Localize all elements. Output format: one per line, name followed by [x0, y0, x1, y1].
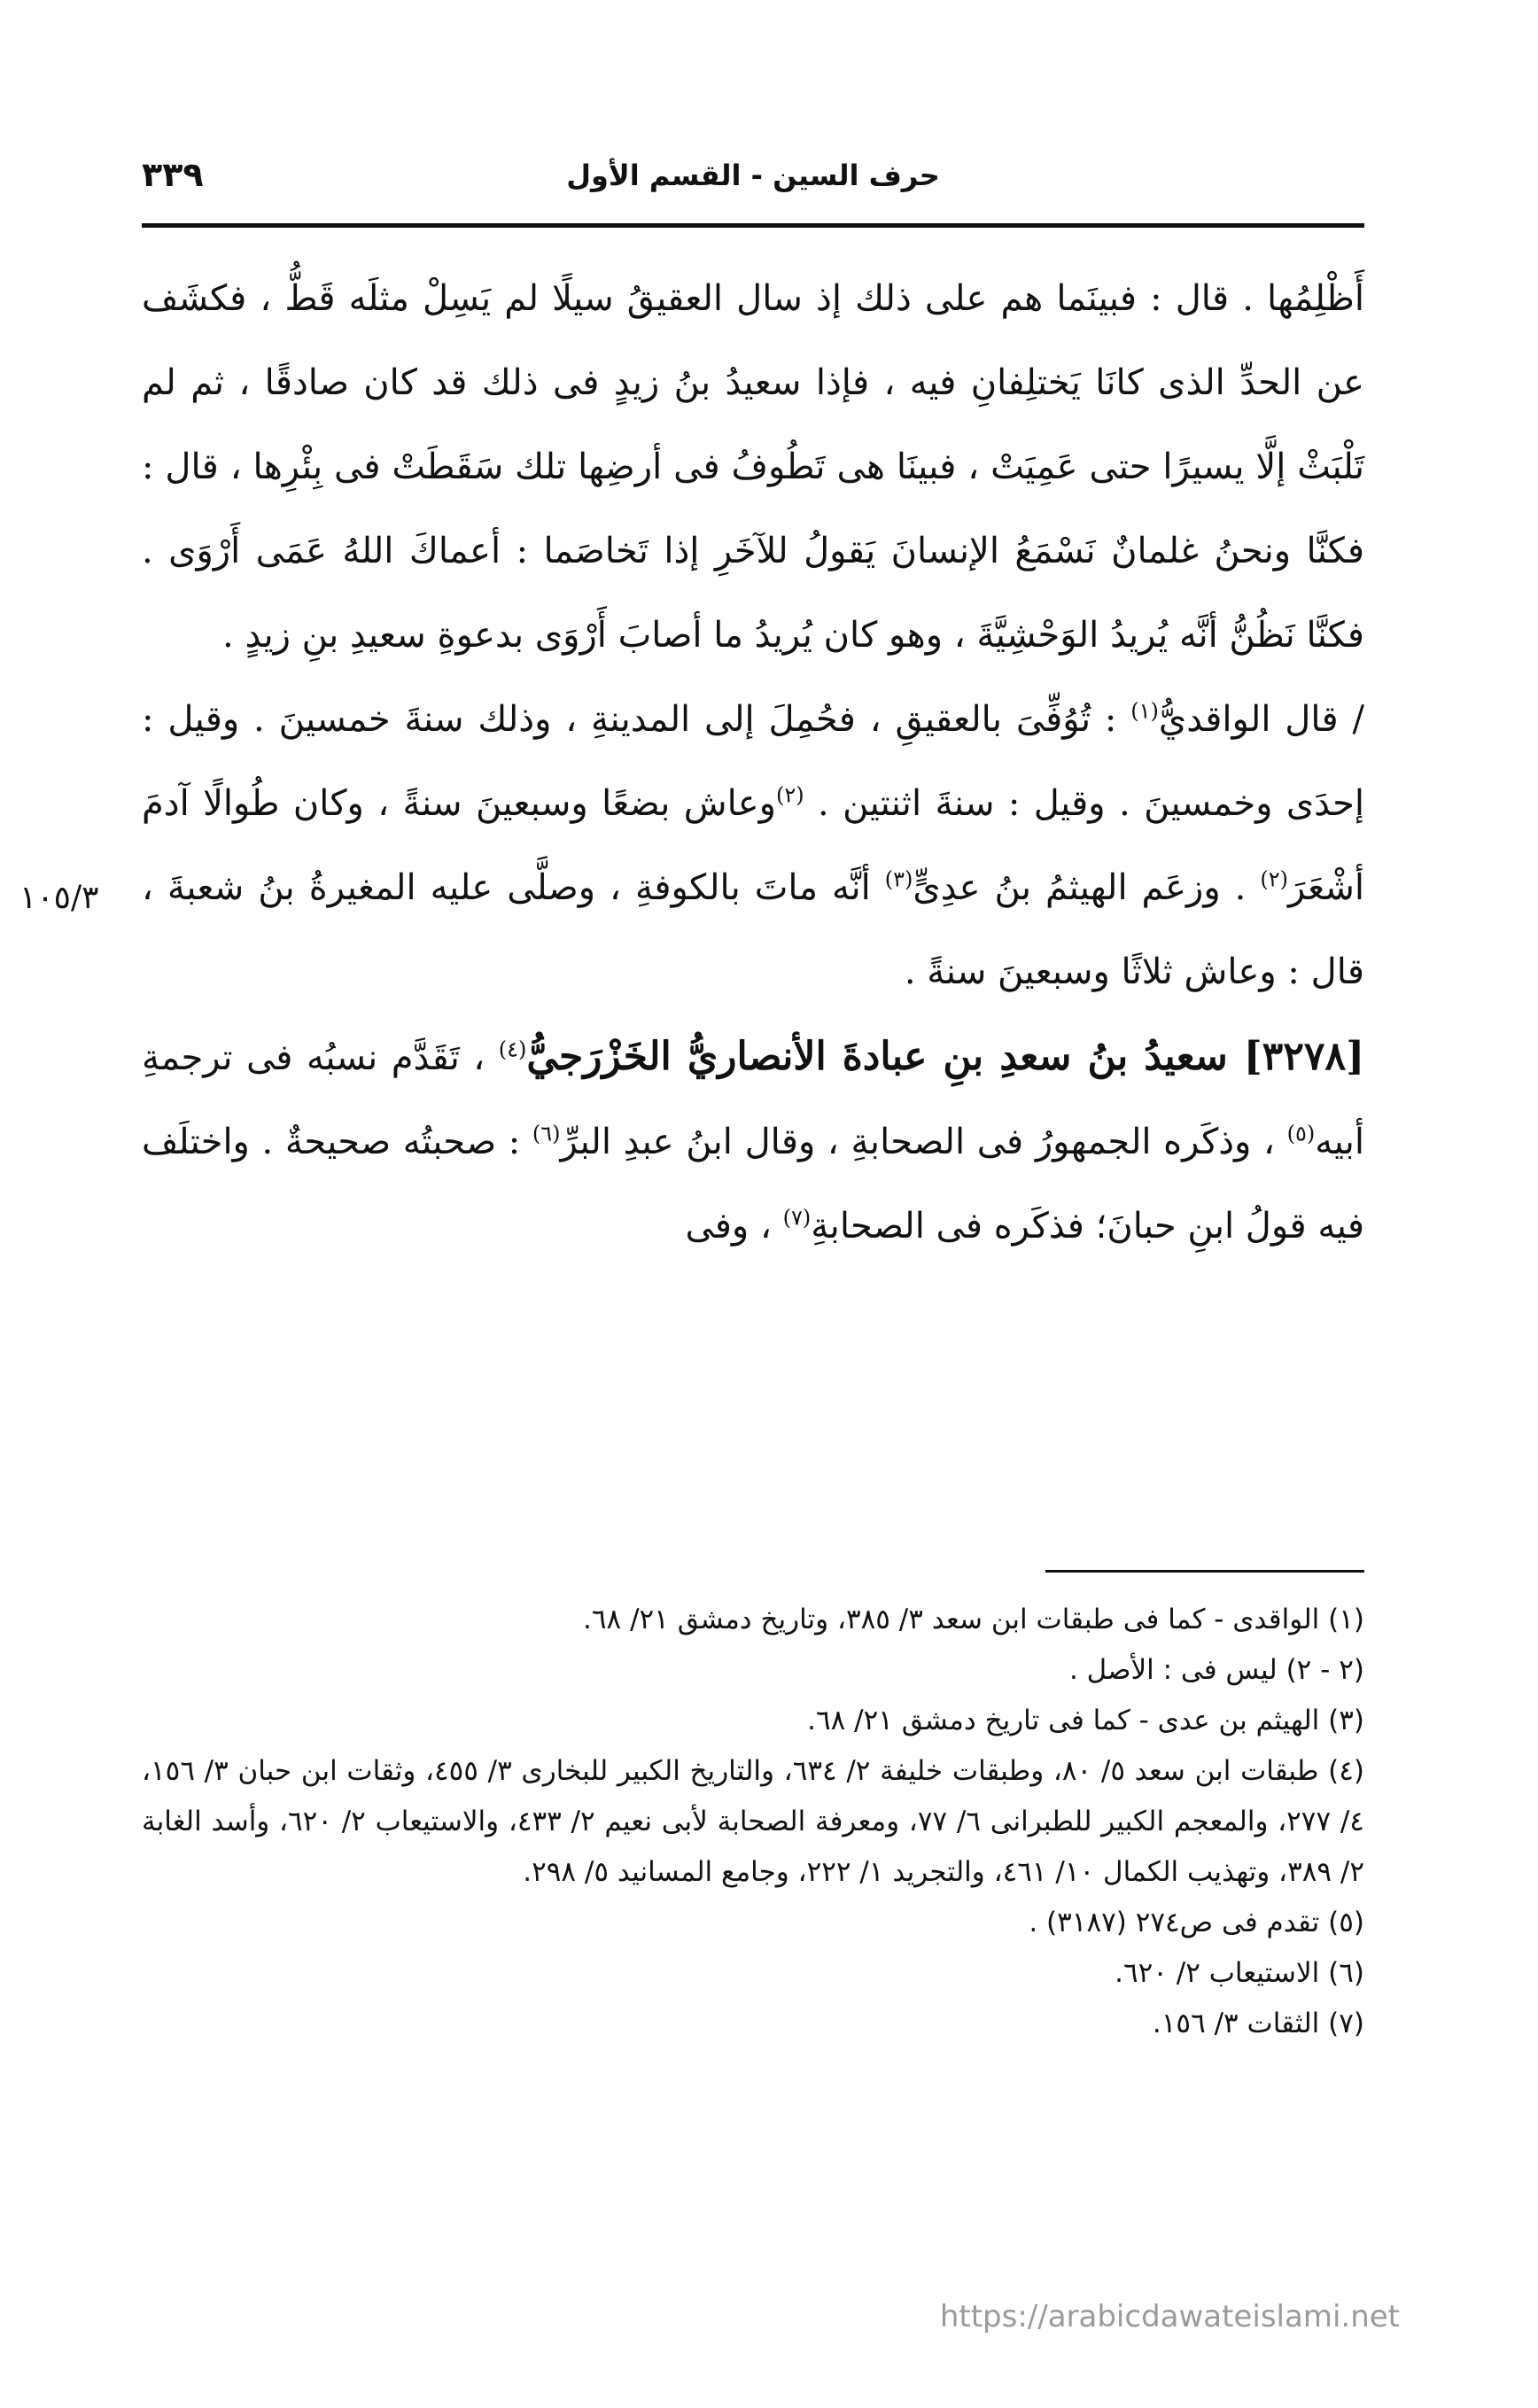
page-number: ٣٣٩ — [142, 155, 204, 194]
text-run: ، وذكَره الجمهورُ فى الصحابةِ ، وقال ابنُ عبدِ البرِّ — [560, 1122, 1287, 1162]
footnote-ref: (١) — [1130, 698, 1159, 724]
footnote-1: (١) الواقدى - كما فى طبقات ابن سعد ٣/ ٣٨٥، وتاريخ دمشق ٢١/ ٦٨. — [583, 1604, 1364, 1635]
source-watermark: https://arabicdawateislami.net — [939, 2299, 1400, 2334]
footnote-rule — [1045, 1570, 1364, 1573]
text-run: / قال الواقديُّ — [1158, 699, 1364, 740]
paragraph-1: أَظْلِمُها . قال : فبينَما هم على ذلك إذ سال العقيقُ سيلًا لم يَسِلْ مثلَه قَطُّ ، فكشَف عن الحدِّ الذى كانَا يَختلِفانِ فيه ، فإذا سعيدُ بنُ زيدٍ فى ذلك قد كان صادقًا ، ثم لم تَلْبَثْ إلَّا يسيرًا حتى عَمِيَتْ ، فبينَا هى تَطُوفُ فى أرضِها تلك سَقَطَتْ فى بِئْرِها ، قال : فكنَّا ونحنُ غلمانٌ نَسْمَعُ الإنسانَ يَقولُ للآخَرِ إذا تَخاصَما : أعماكَ اللهُ عَمَى أَرْوَى . فكنَّا نَظُنُّ أنَّه يُريدُ الوَحْشِيَّةَ ، وهو كان يُريدُ ما أصابَ أَرْوَى بدعوةِ سعيدِ بنِ زيدٍ . — [142, 278, 1364, 656]
header-rule — [142, 223, 1364, 228]
text-run: وعاش بضعًا وسبعينَ سنةً ، وكان طُوالًا آدمَ أشْعَرَ — [142, 783, 1364, 908]
footnote-6: (٦) الاستيعاب ٢/ ٦٢٠. — [1115, 1957, 1364, 1989]
footnote-ref: (٤) — [498, 1037, 527, 1062]
entry-heading: [٣٢٧٨] سعيدُ بنُ سعدِ بنِ عبادةَ الأنصاريُّ الخَزْرَجيُّ — [526, 1034, 1365, 1079]
paragraph-2 — [142, 678, 1364, 1014]
text-run: ، وفى — [685, 1206, 783, 1247]
footnote-ref: (٢) — [776, 782, 804, 808]
footnote-ref: (٣) — [884, 866, 913, 892]
footnote-ref: (٥) — [1286, 1121, 1316, 1146]
text-run: : صحبتُه صحيحةٌ . واختلَف فيه قولُ ابنِ حبانَ؛ فذكَره فى الصحابةِ — [142, 1122, 1364, 1247]
footnote-ref: (٦) — [532, 1121, 561, 1146]
paragraph-3 — [142, 1014, 1364, 1269]
footnote-7: (٧) الثقات ٣/ ١٥٦. — [1152, 2008, 1364, 2039]
text-run: ، تَقَدَّم نسبُه فى ترجمةِ أبيه — [142, 1037, 1365, 1162]
page-header — [142, 146, 1364, 208]
footnote-2: (٢ - ٢) ليس فى : الأصل . — [1068, 1654, 1364, 1686]
main-text — [142, 257, 1364, 1269]
footnotes — [142, 1595, 1364, 2049]
running-title: حرف السين - القسم الأول — [566, 159, 940, 192]
margin-reference: ١٠٥/٣ — [19, 880, 99, 916]
text-run: . وزعَم الهيثمُ بنُ عدِىٍّ — [913, 867, 1261, 908]
footnote-4: (٤) طبقات ابن سعد ٥/ ٨٠، وطبقات خليفة ٢/ ٦٣٤، والتاريخ الكبير للبخارى ٣/ ٤٥٥، وثقات ابن حبان ٣/ ١٥٦، ٤/ ٢٧٧، والمعجم الكبير للطبرانى ٦/ ٧٧، ومعرفة الصحابة لأبى نعيم ٢/ ٤٣٣، والاستيعاب ٢/ ٦٢٠، وأسد الغابة ٢/ ٣٨٩، وتهذيب الكمال ١٠/ ٤٦١، والتجريد ١/ ٢٢٢، وجامع المسانيد ٥/ ٢٩٨. — [142, 1755, 1364, 1888]
text-run: أنَّه ماتَ بالكوفةِ ، وصلَّى عليه المغيرةُ بنُ شعبةَ ، قال : وعاش ثلاثًا وسبعينَ سنةً . — [142, 867, 1364, 992]
footnote-5: (٥) تقدم فى ص٢٧٤ (٣١٨٧) . — [1029, 1907, 1364, 1938]
text-run: : تُوُفِّىَ بالعقيقِ ، فحُمِلَ إلى المدينةِ ، وذلك سنةَ خمسينَ . وقيل : إحدَى وخمسينَ . وقيل : سنةَ اثنتين . — [142, 699, 1364, 824]
footnote-ref: (٧) — [782, 1205, 812, 1231]
footnote-ref: (٢) — [1260, 866, 1288, 892]
footnote-3: (٣) الهيثم بن عدى - كما فى تاريخ دمشق ٢١/ ٦٨. — [807, 1705, 1364, 1736]
